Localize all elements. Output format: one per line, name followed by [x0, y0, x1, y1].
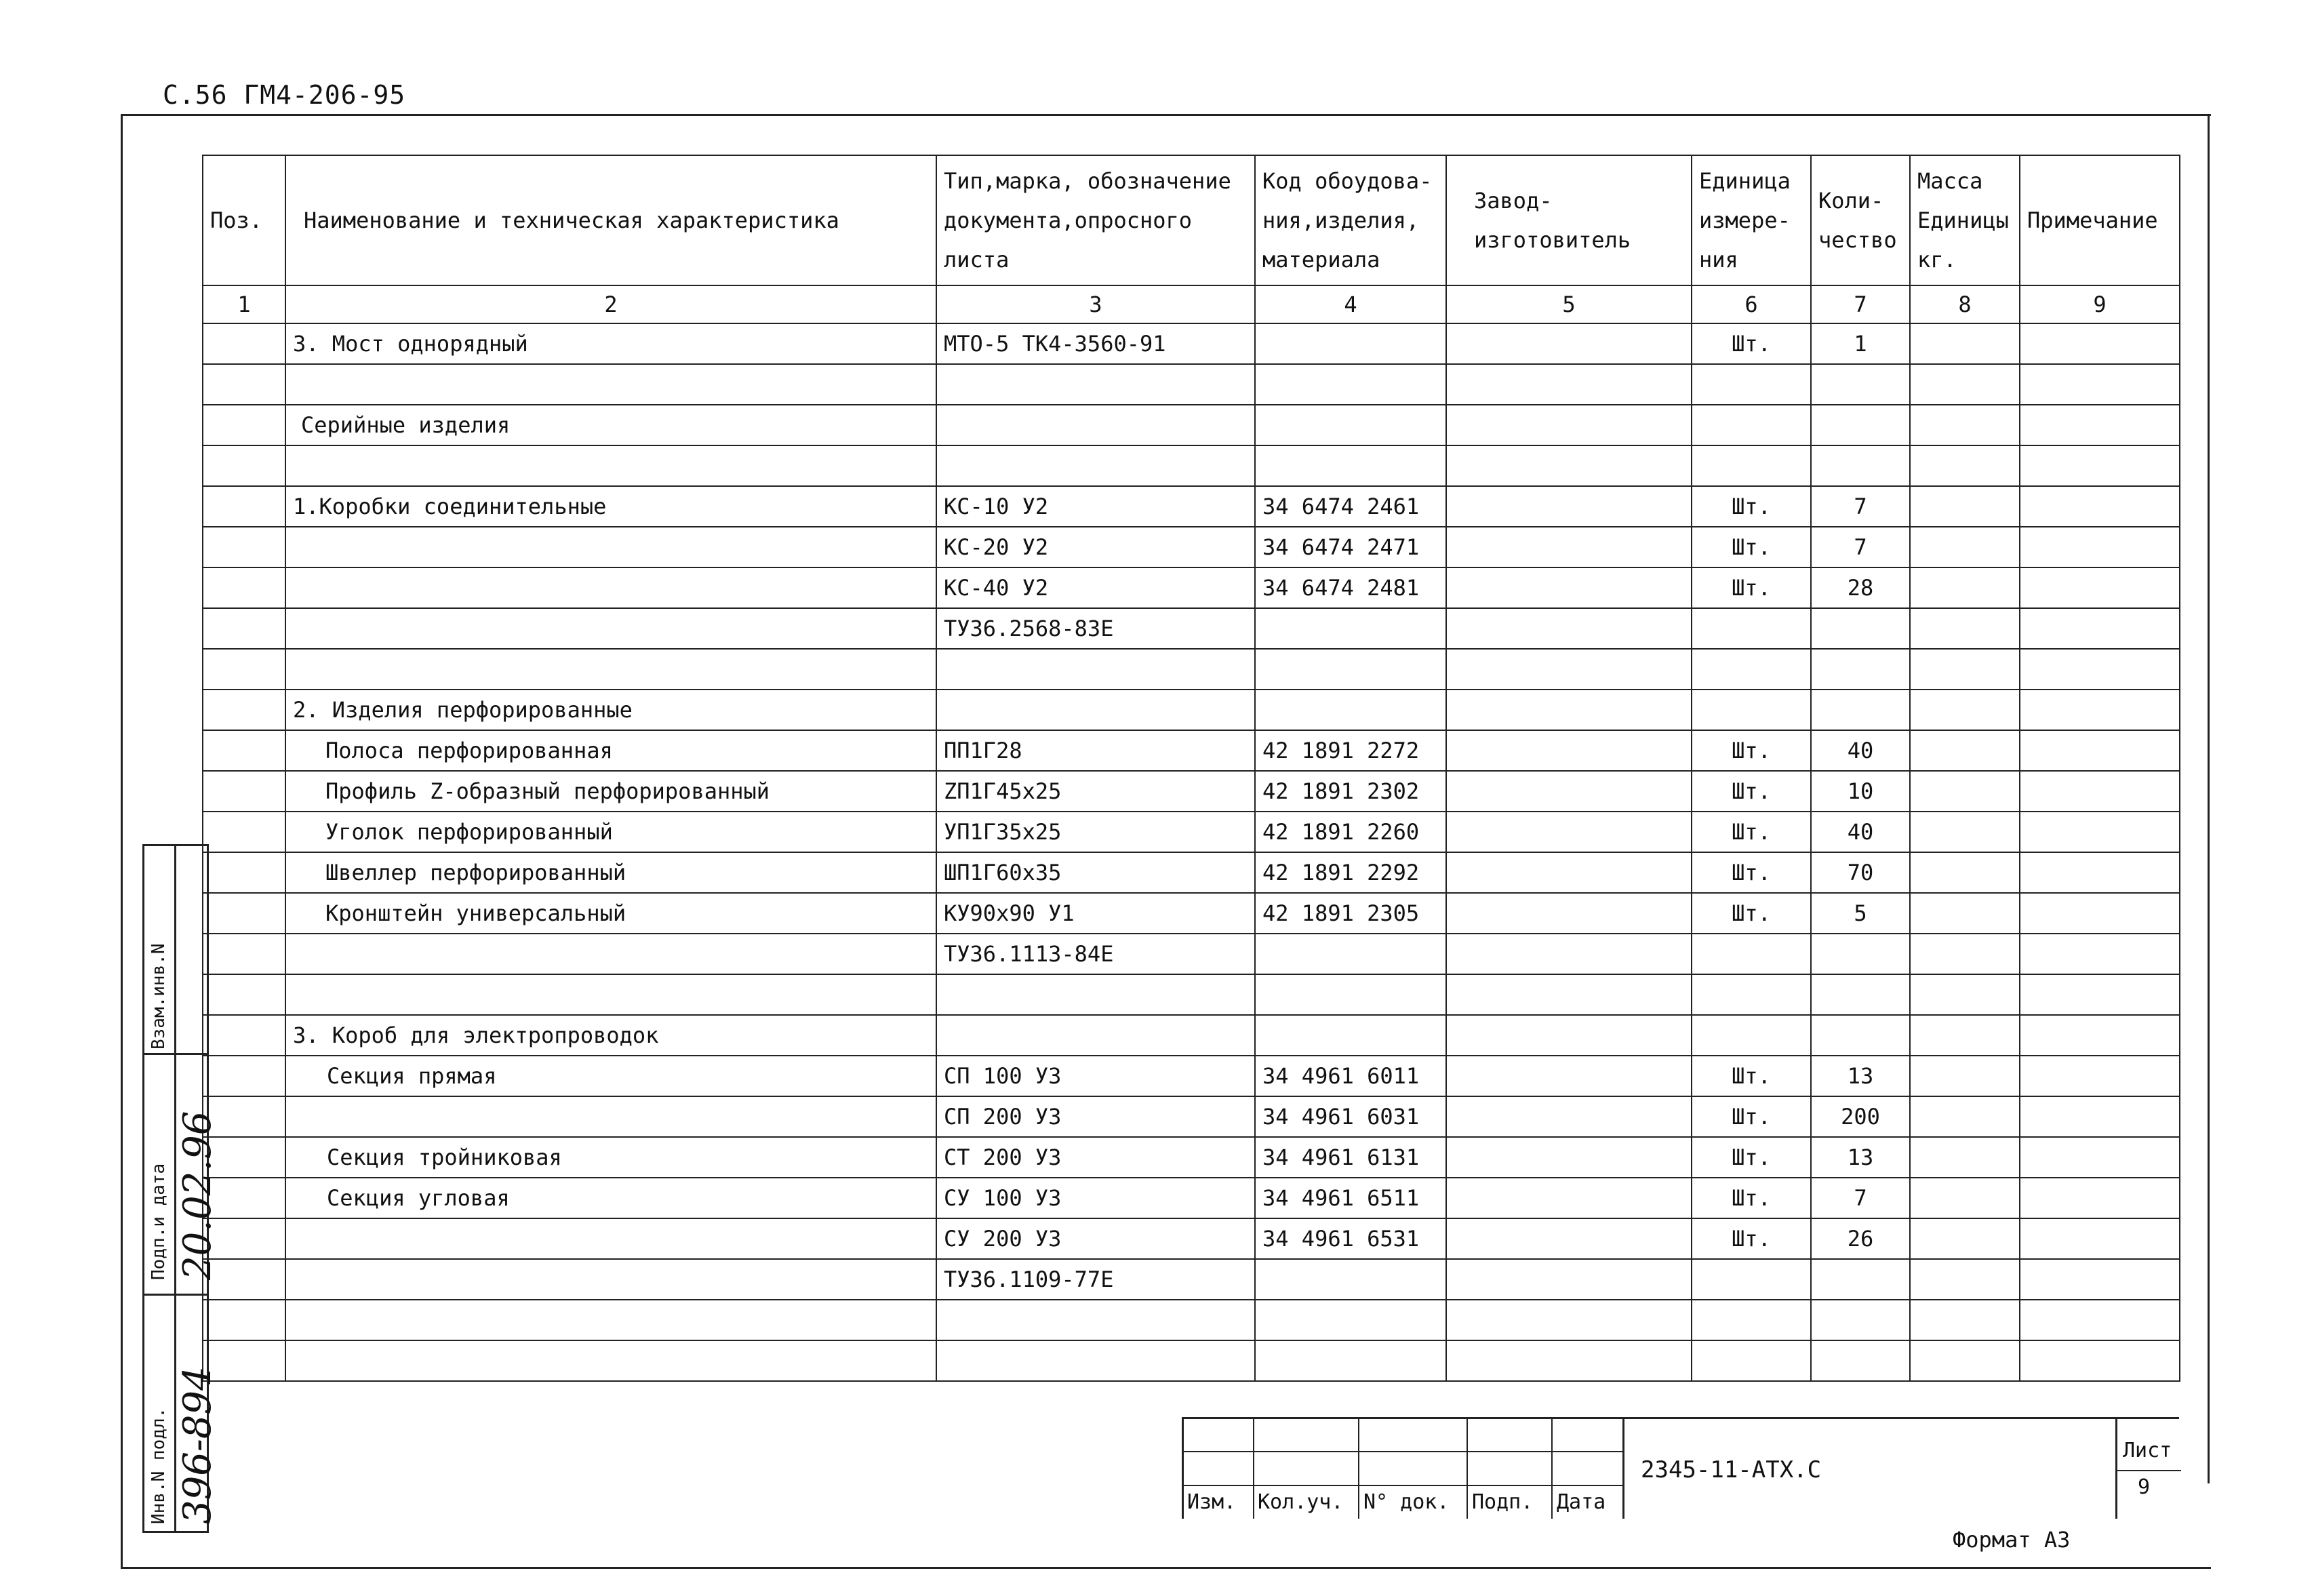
type-cell [936, 690, 1255, 730]
side-stamp [142, 844, 220, 1533]
name-cell: 3. Мост однорядный [285, 323, 936, 364]
title-label-izm: Изм. [1187, 1490, 1237, 1514]
unit-cell [1692, 405, 1811, 445]
note-cell [2020, 486, 2180, 527]
qty-cell: 200 [1811, 1096, 1910, 1137]
unit-cell: Шт. [1692, 812, 1811, 852]
table-row [203, 974, 2180, 1015]
name-cell: Серийные изделия [285, 405, 936, 445]
table-row [203, 690, 2180, 730]
mass-cell [1910, 323, 2020, 364]
table-row [203, 934, 2180, 974]
table-row [203, 893, 2180, 934]
table-row [203, 486, 2180, 527]
table-row [203, 1178, 2180, 1218]
type-cell: ПП1Г28 [936, 730, 1255, 771]
pos-cell [203, 934, 285, 974]
header-maker: Завод- изготовитель [1446, 155, 1692, 285]
mass-cell [1910, 1096, 2020, 1137]
maker-cell [1446, 852, 1692, 893]
code-cell [1255, 1340, 1446, 1381]
name-cell [285, 608, 936, 649]
code-cell [1255, 934, 1446, 974]
note-cell [2020, 690, 2180, 730]
format-label: Формат А3 [1953, 1527, 2071, 1553]
unit-cell [1692, 445, 1811, 486]
mass-cell [1910, 1178, 2020, 1218]
code-cell: 34 4961 6511 [1255, 1178, 1446, 1218]
col-number: 3 [936, 285, 1255, 323]
table-row [203, 852, 2180, 893]
name-cell: 1.Коробки соединительные [285, 486, 936, 527]
qty-cell [1811, 1015, 1910, 1056]
side-stamp-divider [144, 1294, 207, 1296]
maker-cell [1446, 812, 1692, 852]
header-note: Примечание [2020, 155, 2180, 285]
type-cell: ТУ36.1113-84Е [936, 934, 1255, 974]
maker-cell [1446, 1218, 1692, 1259]
code-cell [1255, 649, 1446, 690]
code-cell [1255, 364, 1446, 405]
mass-cell [1910, 1259, 2020, 1300]
note-cell [2020, 934, 2180, 974]
type-cell: СТ 200 У3 [936, 1137, 1255, 1178]
qty-cell: 5 [1811, 893, 1910, 934]
maker-cell [1446, 893, 1692, 934]
col-number: 1 [203, 285, 285, 323]
specification-body [203, 323, 2180, 1381]
col-number: 6 [1692, 285, 1811, 323]
note-cell [2020, 649, 2180, 690]
pos-cell [203, 771, 285, 812]
type-cell: МТО-5 ТК4-3560-91 [936, 323, 1255, 364]
type-cell: КС-40 У2 [936, 567, 1255, 608]
mass-cell [1910, 934, 2020, 974]
maker-cell [1446, 974, 1692, 1015]
sheet-number: 9 [2138, 1475, 2151, 1499]
qty-cell [1811, 690, 1910, 730]
mass-cell [1910, 1015, 2020, 1056]
pos-cell [203, 486, 285, 527]
unit-cell [1692, 934, 1811, 974]
mass-cell [1910, 567, 2020, 608]
note-cell [2020, 323, 2180, 364]
note-cell [2020, 527, 2180, 567]
header-mass: Масса Единицы кг. [1910, 155, 2020, 285]
unit-cell [1692, 608, 1811, 649]
note-cell [2020, 445, 2180, 486]
qty-cell: 40 [1811, 812, 1910, 852]
pos-cell [203, 974, 285, 1015]
table-row [203, 445, 2180, 486]
qty-cell: 28 [1811, 567, 1910, 608]
qty-cell [1811, 934, 1910, 974]
header-row [203, 155, 2180, 285]
table-row [203, 567, 2180, 608]
mass-cell [1910, 364, 2020, 405]
type-cell: ТУ36.1109-77Е [936, 1259, 1255, 1300]
maker-cell [1446, 730, 1692, 771]
unit-cell: Шт. [1692, 771, 1811, 812]
maker-cell [1446, 1178, 1692, 1218]
qty-cell [1811, 405, 1910, 445]
code-cell [1255, 690, 1446, 730]
sheet-label: Лист [2123, 1439, 2172, 1462]
qty-cell [1811, 974, 1910, 1015]
maker-cell [1446, 323, 1692, 364]
type-cell [936, 445, 1255, 486]
unit-cell: Шт. [1692, 1096, 1811, 1137]
name-cell [285, 934, 936, 974]
unit-cell: Шт. [1692, 527, 1811, 567]
table-row [203, 1056, 2180, 1096]
maker-cell [1446, 771, 1692, 812]
pos-cell [203, 893, 285, 934]
maker-cell [1446, 649, 1692, 690]
maker-cell [1446, 1340, 1692, 1381]
header-qty: Коли- чество [1811, 155, 1910, 285]
mass-cell [1910, 690, 2020, 730]
maker-cell [1446, 486, 1692, 527]
col-number: 7 [1811, 285, 1910, 323]
unit-cell [1692, 1015, 1811, 1056]
mass-cell [1910, 608, 2020, 649]
code-cell: 42 1891 2272 [1255, 730, 1446, 771]
maker-cell [1446, 1056, 1692, 1096]
name-cell [285, 1300, 936, 1340]
side-stamp-divider [144, 1053, 207, 1055]
maker-cell [1446, 1096, 1692, 1137]
note-cell [2020, 1178, 2180, 1218]
drawing-frame-right-edge [2208, 114, 2210, 1483]
mass-cell [1910, 730, 2020, 771]
pos-cell [203, 730, 285, 771]
unit-cell [1692, 649, 1811, 690]
maker-cell [1446, 1300, 1692, 1340]
type-cell: СУ 200 У3 [936, 1218, 1255, 1259]
name-cell: Секция тройниковая [285, 1137, 936, 1178]
type-cell: СП 200 У3 [936, 1096, 1255, 1137]
maker-cell [1446, 690, 1692, 730]
type-cell: КС-10 У2 [936, 486, 1255, 527]
type-cell: СУ 100 У3 [936, 1178, 1255, 1218]
name-cell [285, 567, 936, 608]
title-label-data: Дата [1557, 1490, 1606, 1514]
name-cell [285, 445, 936, 486]
name-cell [285, 1340, 936, 1381]
type-cell: КУ90х90 У1 [936, 893, 1255, 934]
unit-cell [1692, 690, 1811, 730]
code-cell: 42 1891 2260 [1255, 812, 1446, 852]
mass-cell [1910, 405, 2020, 445]
pos-cell [203, 608, 285, 649]
pos-cell [203, 1056, 285, 1096]
unit-cell: Шт. [1692, 1178, 1811, 1218]
note-cell [2020, 1340, 2180, 1381]
replace-label: Взам.инв.N [148, 943, 169, 1050]
pos-cell [203, 364, 285, 405]
maker-cell [1446, 405, 1692, 445]
name-cell: Секция прямая [285, 1056, 936, 1096]
name-cell: Швеллер перфорированный [285, 852, 936, 893]
maker-cell [1446, 1137, 1692, 1178]
title-label-ndok: N° док. [1363, 1490, 1450, 1514]
table-row [203, 1015, 2180, 1056]
page-header: С.56 ГМ4-206-95 [163, 80, 406, 110]
maker-cell [1446, 527, 1692, 567]
code-cell: 34 4961 6031 [1255, 1096, 1446, 1137]
note-cell [2020, 1137, 2180, 1178]
code-cell: 34 6474 2481 [1255, 567, 1446, 608]
qty-cell: 40 [1811, 730, 1910, 771]
unit-cell: Шт. [1692, 567, 1811, 608]
unit-cell [1692, 1340, 1811, 1381]
mass-cell [1910, 445, 2020, 486]
maker-cell [1446, 934, 1692, 974]
col-number: 5 [1446, 285, 1692, 323]
code-cell: 42 1891 2292 [1255, 852, 1446, 893]
type-cell: УП1Г35х25 [936, 812, 1255, 852]
note-cell [2020, 364, 2180, 405]
code-cell: 34 4961 6131 [1255, 1137, 1446, 1178]
name-cell: Кронштейн универсальный [285, 893, 936, 934]
note-cell [2020, 405, 2180, 445]
code-cell [1255, 974, 1446, 1015]
unit-cell [1692, 974, 1811, 1015]
unit-cell [1692, 1259, 1811, 1300]
name-cell: Уголок перфорированный [285, 812, 936, 852]
table-row [203, 1259, 2180, 1300]
type-cell [936, 974, 1255, 1015]
col-number: 2 [285, 285, 936, 323]
type-cell [936, 1300, 1255, 1340]
code-cell: 42 1891 2302 [1255, 771, 1446, 812]
code-cell [1255, 608, 1446, 649]
inv-label: Инв.N подл. [148, 1407, 169, 1524]
unit-cell: Шт. [1692, 852, 1811, 893]
header-type: Тип,марка, обозначение документа,опросного листа [936, 155, 1255, 285]
note-cell [2020, 974, 2180, 1015]
name-cell: Полоса перфорированная [285, 730, 936, 771]
pos-cell [203, 852, 285, 893]
pos-cell [203, 690, 285, 730]
code-cell: 34 6474 2461 [1255, 486, 1446, 527]
qty-cell: 7 [1811, 486, 1910, 527]
pos-cell [203, 527, 285, 567]
mass-cell [1910, 649, 2020, 690]
mass-cell [1910, 486, 2020, 527]
mass-cell [1910, 1056, 2020, 1096]
table-row [203, 405, 2180, 445]
code-cell: 34 4961 6531 [1255, 1218, 1446, 1259]
code-cell [1255, 1259, 1446, 1300]
code-cell: 42 1891 2305 [1255, 893, 1446, 934]
pos-cell [203, 323, 285, 364]
col-number: 9 [2020, 285, 2180, 323]
type-cell [936, 364, 1255, 405]
name-cell [285, 649, 936, 690]
qty-cell [1811, 649, 1910, 690]
table-row [203, 1300, 2180, 1340]
code-cell: 34 6474 2471 [1255, 527, 1446, 567]
name-cell [285, 1259, 936, 1300]
pos-cell [203, 1300, 285, 1340]
name-cell: Профиль Z-образный перфорированный [285, 771, 936, 812]
qty-cell: 7 [1811, 1178, 1910, 1218]
table-row [203, 323, 2180, 364]
qty-cell [1811, 1259, 1910, 1300]
mass-cell [1910, 852, 2020, 893]
header-unit: Единица измере- ния [1692, 155, 1811, 285]
name-cell: 3. Короб для электропроводок [285, 1015, 936, 1056]
mass-cell [1910, 812, 2020, 852]
maker-cell [1446, 364, 1692, 405]
mass-cell [1910, 893, 2020, 934]
sheet-box [2115, 1417, 2181, 1519]
mass-cell [1910, 974, 2020, 1015]
table-row [203, 608, 2180, 649]
table-row [203, 527, 2180, 567]
note-cell [2020, 812, 2180, 852]
mass-cell [1910, 527, 2020, 567]
note-cell [2020, 730, 2180, 771]
sign-value: 20.02.96 [176, 1111, 220, 1280]
note-cell [2020, 771, 2180, 812]
mass-cell [1910, 1137, 2020, 1178]
name-cell: Секция угловая [285, 1178, 936, 1218]
note-cell [2020, 1096, 2180, 1137]
pos-cell [203, 405, 285, 445]
qty-cell [1811, 1300, 1910, 1340]
type-cell: ШП1Г60х35 [936, 852, 1255, 893]
document-code: 2345-11-АТХ.С [1641, 1456, 1822, 1483]
type-cell [936, 1340, 1255, 1381]
maker-cell [1446, 608, 1692, 649]
header-pos: Поз. [203, 155, 285, 285]
title-label-koluch: Кол.уч. [1258, 1490, 1344, 1514]
code-cell [1255, 323, 1446, 364]
qty-cell: 26 [1811, 1218, 1910, 1259]
qty-cell: 10 [1811, 771, 1910, 812]
mass-cell [1910, 1340, 2020, 1381]
table-row [203, 1218, 2180, 1259]
col-number: 4 [1255, 285, 1446, 323]
type-cell: КС-20 У2 [936, 527, 1255, 567]
col-number: 8 [1910, 285, 2020, 323]
name-cell [285, 1096, 936, 1137]
unit-cell [1692, 364, 1811, 405]
table-row [203, 649, 2180, 690]
qty-cell [1811, 445, 1910, 486]
column-number-row [203, 285, 2180, 323]
unit-cell: Шт. [1692, 1056, 1811, 1096]
table-row [203, 364, 2180, 405]
unit-cell: Шт. [1692, 486, 1811, 527]
mass-cell [1910, 1218, 2020, 1259]
table-row [203, 730, 2180, 771]
qty-cell: 13 [1811, 1056, 1910, 1096]
maker-cell [1446, 445, 1692, 486]
qty-cell: 1 [1811, 323, 1910, 364]
pos-cell [203, 649, 285, 690]
qty-cell [1811, 364, 1910, 405]
pos-cell [203, 445, 285, 486]
pos-cell [203, 1015, 285, 1056]
header-code: Код обоудова- ния,изделия, материала [1255, 155, 1446, 285]
name-cell [285, 527, 936, 567]
note-cell [2020, 1259, 2180, 1300]
mass-cell [1910, 1300, 2020, 1340]
maker-cell [1446, 1259, 1692, 1300]
title-label-podp: Подп. [1472, 1490, 1534, 1514]
unit-cell: Шт. [1692, 730, 1811, 771]
unit-cell: Шт. [1692, 1218, 1811, 1259]
name-cell [285, 974, 936, 1015]
mass-cell [1910, 771, 2020, 812]
unit-cell: Шт. [1692, 323, 1811, 364]
sign-label: Подп.и дата [148, 1163, 169, 1280]
note-cell [2020, 1300, 2180, 1340]
table-row [203, 812, 2180, 852]
unit-cell: Шт. [1692, 1137, 1811, 1178]
name-cell: 2. Изделия перфорированные [285, 690, 936, 730]
qty-cell: 70 [1811, 852, 1910, 893]
table-row [203, 1137, 2180, 1178]
table-row [203, 1340, 2180, 1381]
table-row [203, 771, 2180, 812]
qty-cell: 7 [1811, 527, 1910, 567]
type-cell [936, 405, 1255, 445]
type-cell: СП 100 У3 [936, 1056, 1255, 1096]
code-cell [1255, 1015, 1446, 1056]
maker-cell [1446, 1015, 1692, 1056]
type-cell [936, 1015, 1255, 1056]
note-cell [2020, 567, 2180, 608]
note-cell [2020, 852, 2180, 893]
note-cell [2020, 608, 2180, 649]
pos-cell [203, 567, 285, 608]
qty-cell [1811, 1340, 1910, 1381]
unit-cell [1692, 1300, 1811, 1340]
type-cell: ZП1Г45х25 [936, 771, 1255, 812]
qty-cell: 13 [1811, 1137, 1910, 1178]
specification-table [202, 155, 2180, 1382]
name-cell [285, 1218, 936, 1259]
note-cell [2020, 1056, 2180, 1096]
code-cell: 34 4961 6011 [1255, 1056, 1446, 1096]
unit-cell: Шт. [1692, 893, 1811, 934]
note-cell [2020, 1218, 2180, 1259]
inv-value: 396-894 [176, 1366, 220, 1524]
code-cell [1255, 445, 1446, 486]
code-cell [1255, 1300, 1446, 1340]
note-cell [2020, 893, 2180, 934]
type-cell: ТУ36.2568-83Е [936, 608, 1255, 649]
header-name: Наименование и техническая характеристика [285, 155, 936, 285]
qty-cell [1811, 608, 1910, 649]
pos-cell [203, 812, 285, 852]
code-cell [1255, 405, 1446, 445]
name-cell [285, 364, 936, 405]
type-cell [936, 649, 1255, 690]
maker-cell [1446, 567, 1692, 608]
note-cell [2020, 1015, 2180, 1056]
table-row [203, 1096, 2180, 1137]
